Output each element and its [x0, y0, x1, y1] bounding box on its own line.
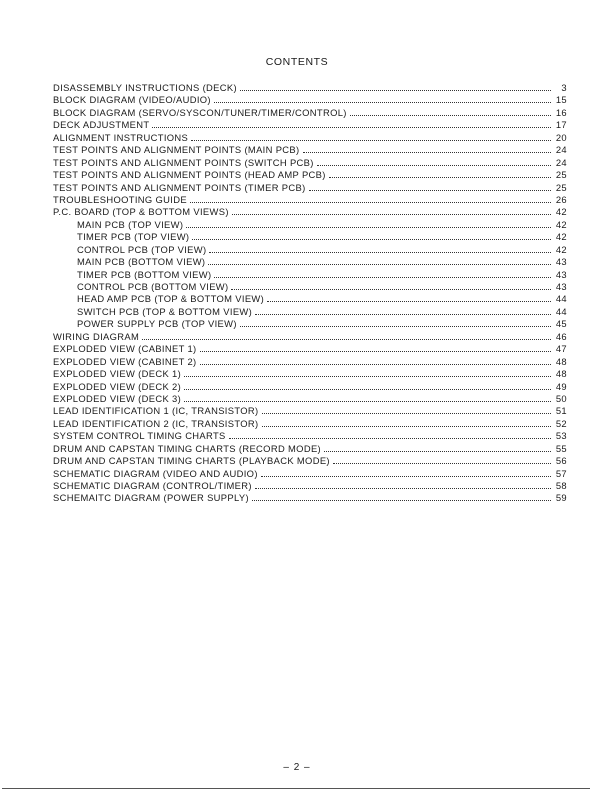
toc-entry	[53, 480, 567, 492]
toc-entry-page: 24	[555, 144, 567, 156]
toc-entry-label: EXPLODED VIEW (CABINET 2)	[53, 355, 197, 367]
toc-entry-label: P.C. BOARD (TOP & BOTTOM VIEWS)	[53, 206, 229, 218]
toc-entry-label: SWITCH PCB (TOP & BOTTOM VIEW)	[77, 305, 253, 317]
toc-dot-leader	[309, 190, 551, 191]
toc-entry	[53, 430, 567, 442]
toc-entry-page: 42	[555, 243, 567, 255]
toc-entry-label: TEST POINTS AND ALIGNMENT POINTS (MAIN PCB)	[53, 144, 300, 156]
toc-entry-page: 15	[555, 94, 567, 106]
toc-entry-page: 24	[555, 156, 567, 168]
toc-entry-label: SYSTEM CONTROL TIMING CHARTS	[53, 430, 226, 442]
toc-entry-label: LEAD IDENTIFICATION 1 (IC, TRANSISTOR)	[53, 405, 259, 417]
toc-entry-page: 42	[555, 206, 567, 218]
toc-entry	[53, 107, 567, 119]
toc-entry	[53, 119, 567, 131]
toc-entry-label: CONTROL PCB (BOTTOM VIEW)	[77, 281, 229, 292]
table-of-contents	[53, 82, 567, 505]
toc-entry-page: 3	[561, 82, 567, 93]
toc-entry	[53, 144, 567, 156]
toc-entry-label: SCHEMATIC DIAGRAM (CONTROL/TIMER)	[53, 480, 252, 491]
toc-dot-leader	[190, 202, 551, 203]
toc-dot-leader	[142, 339, 551, 340]
toc-dot-leader	[262, 413, 551, 414]
toc-entry-page: 42	[555, 231, 567, 243]
toc-entry-label: DRUM AND CAPSTAN TIMING CHARTS (RECORD MODE)	[53, 442, 322, 454]
toc-dot-leader	[152, 127, 551, 128]
toc-entry	[53, 293, 567, 305]
toc-entry-page: 57	[555, 467, 567, 479]
toc-dot-leader	[232, 214, 551, 215]
toc-entry	[53, 331, 567, 343]
toc-entry-page: 51	[555, 405, 567, 417]
toc-dot-leader	[240, 326, 551, 327]
toc-entry-page: 59	[555, 492, 567, 504]
toc-entry-label: WIRING DIAGRAM	[53, 330, 140, 342]
toc-dot-leader	[262, 426, 551, 427]
toc-entry	[53, 343, 567, 355]
toc-entry	[53, 206, 567, 218]
toc-entry-label: EXPLODED VIEW (CABINET 1)	[53, 343, 197, 355]
toc-dot-leader	[186, 227, 551, 228]
toc-entry-label: ALIGNMENT INSTRUCTIONS	[53, 131, 189, 143]
toc-entry	[53, 368, 567, 380]
toc-dot-leader	[229, 438, 551, 439]
toc-dot-leader	[192, 239, 551, 240]
toc-dot-leader	[267, 301, 551, 302]
toc-entry-label: TEST POINTS AND ALIGNMENT POINTS (SWITCH PCB)	[53, 156, 314, 168]
toc-dot-leader	[208, 264, 551, 265]
toc-dot-leader	[324, 451, 551, 452]
toc-entry	[53, 157, 567, 169]
toc-dot-leader	[231, 289, 551, 290]
toc-entry-page: 45	[555, 318, 567, 330]
toc-entry-label: POWER SUPPLY PCB (TOP VIEW)	[77, 318, 237, 330]
toc-entry-label: TEST POINTS AND ALIGNMENT POINTS (TIMER PCB)	[53, 181, 306, 193]
toc-entry-label: TIMER PCB (TOP VIEW)	[77, 231, 190, 243]
toc-entry-label: BLOCK DIAGRAM (VIDEO/AUDIO)	[53, 94, 211, 106]
toc-entry-label: MAIN PCB (TOP VIEW)	[77, 218, 184, 230]
toc-dot-leader	[200, 364, 551, 365]
toc-entry	[53, 256, 567, 268]
toc-entry-page: 16	[555, 106, 567, 118]
toc-dot-leader	[261, 476, 551, 477]
toc-entry	[53, 492, 567, 504]
toc-entry-page: 44	[555, 305, 567, 317]
toc-entry-page: 47	[555, 343, 567, 355]
toc-entry	[53, 393, 567, 405]
toc-entry-label: LEAD IDENTIFICATION 2 (IC, TRANSISTOR)	[53, 417, 259, 429]
bottom-rule	[2, 788, 590, 789]
toc-entry	[53, 169, 567, 181]
toc-entry-page: 56	[555, 455, 567, 467]
toc-dot-leader	[184, 389, 551, 390]
toc-entry-page: 48	[555, 368, 567, 380]
toc-dot-leader	[214, 277, 551, 278]
toc-entry-label: TEST POINTS AND ALIGNMENT POINTS (HEAD AMP PCB)	[53, 169, 326, 181]
toc-entry	[53, 244, 567, 256]
toc-entry-page: 42	[555, 218, 567, 230]
toc-dot-leader	[200, 351, 551, 352]
toc-dot-leader	[333, 463, 551, 464]
toc-entry	[53, 194, 567, 206]
toc-entry	[53, 219, 567, 231]
toc-entry-label: DISASSEMBLY INSTRUCTIONS (DECK)	[53, 82, 237, 93]
toc-entry-page: 49	[555, 380, 567, 392]
toc-entry-label: BLOCK DIAGRAM (SERVO/SYSCON/TUNER/TIMER/CONTROL)	[53, 106, 347, 118]
toc-dot-leader	[255, 314, 551, 315]
toc-entry-label: CONTROL PCB (TOP VIEW)	[77, 243, 207, 255]
toc-entry-page: 58	[555, 480, 567, 491]
toc-entry-page: 20	[555, 131, 567, 143]
toc-entry-label: SCHEMATIC DIAGRAM (VIDEO AND AUDIO)	[53, 467, 258, 479]
toc-dot-leader	[184, 401, 551, 402]
toc-entry	[53, 231, 567, 243]
toc-entry	[53, 455, 567, 467]
toc-dot-leader	[350, 115, 551, 116]
toc-entry	[53, 182, 567, 194]
toc-entry	[53, 468, 567, 480]
toc-entry-page: 46	[555, 330, 567, 342]
toc-dot-leader	[240, 90, 551, 91]
toc-entry	[53, 281, 567, 293]
toc-entry	[53, 306, 567, 318]
toc-entry	[53, 269, 567, 281]
toc-entry-label: EXPLODED VIEW (DECK 3)	[53, 392, 182, 404]
toc-entry-label: DECK ADJUSTMENT	[53, 119, 150, 131]
toc-dot-leader	[184, 376, 551, 377]
toc-entry-label: TIMER PCB (BOTTOM VIEW)	[77, 268, 212, 280]
page-number: – 2 –	[283, 762, 311, 773]
toc-dot-leader	[214, 102, 551, 103]
toc-dot-leader	[329, 177, 551, 178]
toc-entry-page: 25	[555, 181, 567, 193]
toc-entry	[53, 94, 567, 106]
toc-entry-page: 25	[555, 169, 567, 181]
toc-dot-leader	[255, 488, 551, 489]
toc-entry-page: 48	[555, 355, 567, 367]
toc-entry-page: 55	[555, 442, 567, 454]
toc-entry-page: 17	[555, 119, 567, 131]
toc-entry-page: 44	[555, 293, 567, 305]
toc-entry-label: TROUBLESHOOTING GUIDE	[53, 193, 187, 205]
toc-entry-page: 43	[555, 256, 567, 268]
toc-entry-page: 43	[555, 268, 567, 280]
toc-entry-label: EXPLODED VIEW (DECK 2)	[53, 380, 182, 392]
toc-dot-leader	[252, 500, 551, 501]
toc-entry	[53, 356, 567, 368]
toc-entry	[53, 318, 567, 330]
toc-entry	[53, 82, 567, 94]
toc-entry-page: 52	[555, 417, 567, 429]
toc-entry-page: 26	[555, 193, 567, 205]
toc-entry	[53, 132, 567, 144]
toc-dot-leader	[303, 152, 551, 153]
toc-dot-leader	[317, 165, 551, 166]
toc-entry-page: 43	[555, 281, 567, 292]
toc-entry-page: 50	[555, 392, 567, 404]
toc-entry	[53, 418, 567, 430]
toc-dot-leader	[191, 140, 551, 141]
toc-entry-label: EXPLODED VIEW (DECK 1)	[53, 368, 182, 380]
toc-entry-label: MAIN PCB (BOTTOM VIEW)	[77, 256, 206, 268]
toc-entry-page: 53	[555, 430, 567, 442]
toc-entry-label: HEAD AMP PCB (TOP & BOTTOM VIEW)	[77, 293, 265, 305]
page-title: CONTENTS	[265, 56, 329, 68]
toc-entry	[53, 405, 567, 417]
toc-entry	[53, 381, 567, 393]
toc-entry	[53, 443, 567, 455]
toc-entry-label: SCHEMAITC DIAGRAM (POWER SUPPLY)	[53, 492, 249, 504]
toc-entry-label: DRUM AND CAPSTAN TIMING CHARTS (PLAYBACK MODE)	[53, 455, 330, 467]
toc-dot-leader	[209, 252, 551, 253]
